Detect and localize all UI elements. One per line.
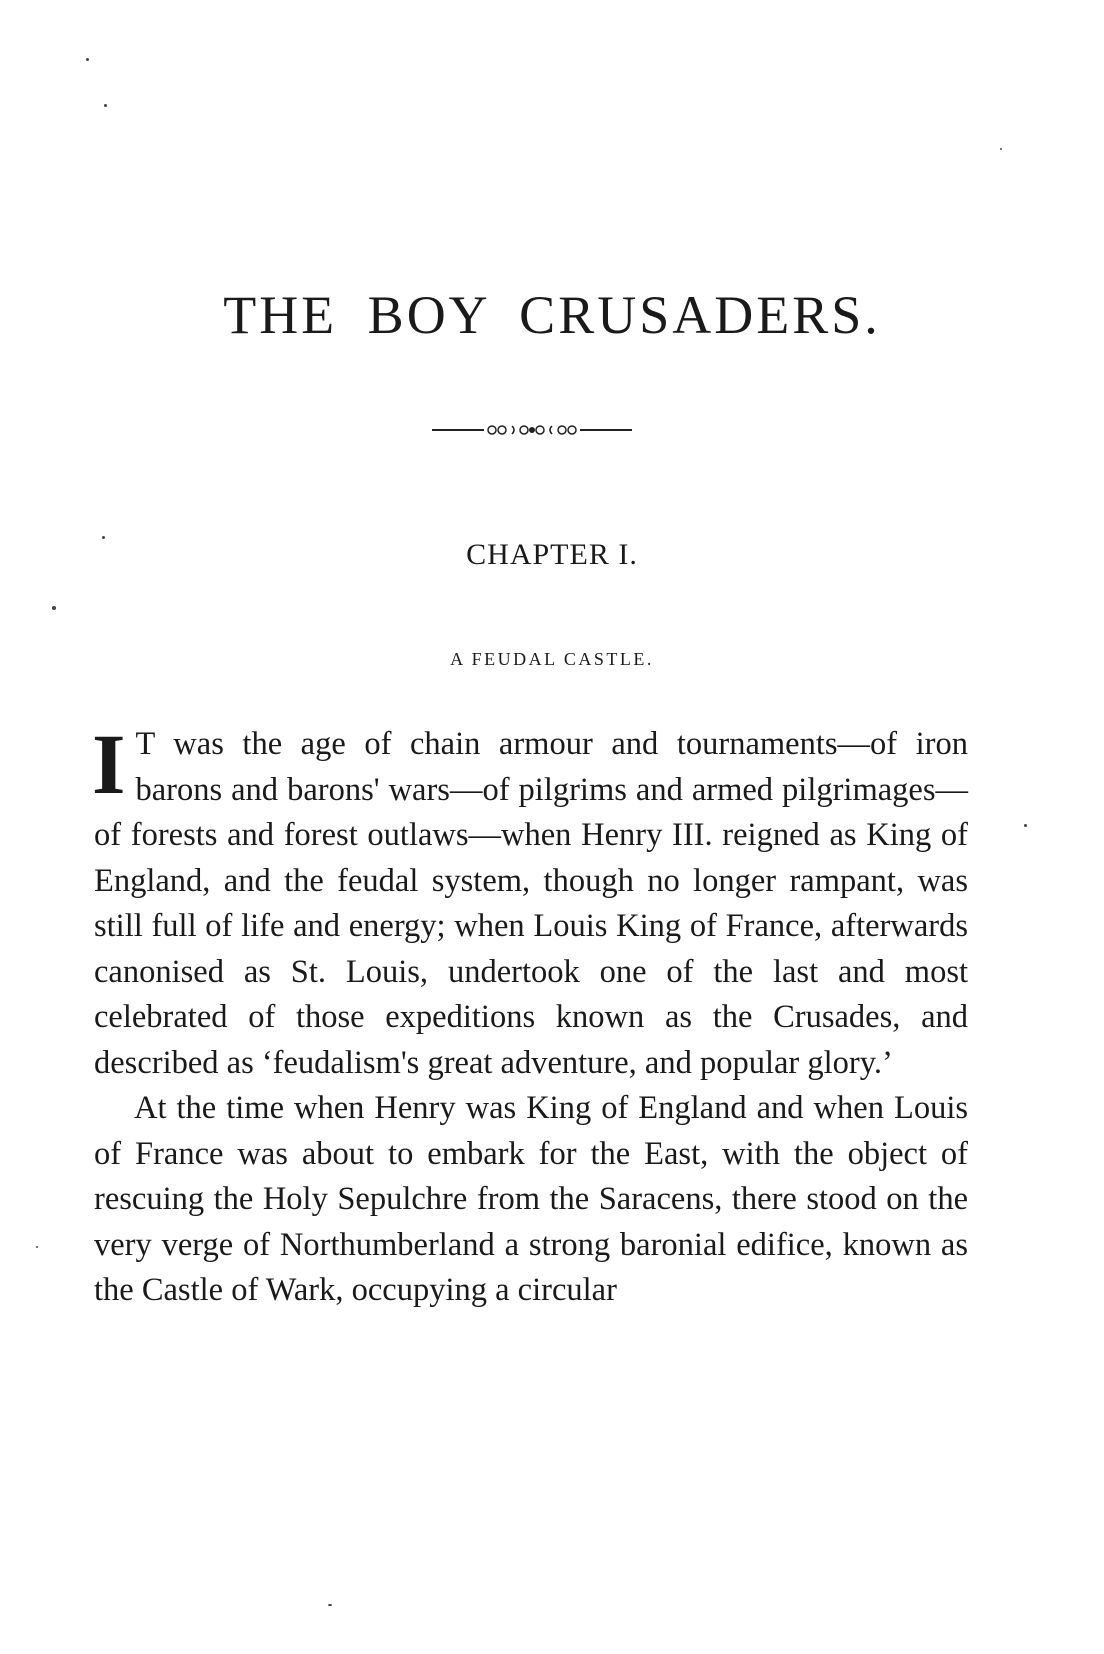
ornament-divider-icon	[432, 422, 632, 438]
drop-cap: I	[92, 716, 126, 812]
paragraph-2: At the time when Henry was King of England and when Louis of France was about to embark for the East, with the object of rescuing the Holy Sepulchre from the Saracens, there stood on the very verge of Northumberland a strong baronial edifice, known as the Castle of Wark, occupying a circular	[94, 1090, 968, 1308]
paragraph-1	[92, 716, 968, 1086]
chapter-title: A FEUDAL CASTLE.	[450, 649, 654, 669]
book-title: THE BOY CRUSADERS.	[223, 285, 881, 345]
body-text	[92, 716, 968, 1314]
paragraph-1-text: T was the age of chain armour and tournaments—of iron barons and barons' wars—of pilgrims and armed pilgrimages—of forests and forest outlaws—when Henry III. reigned as King of England, and the feudal system, though no longer rampant, was still full of life and energy; when Louis King of France, afterwards canonised as St. Louis, undertook one of the last and most celebrated of those expeditions known as the Crusades, and described as ‘feudalism's great adventure, and popular glory.’	[94, 726, 968, 1081]
chapter-number: CHAPTER I.	[466, 538, 638, 571]
